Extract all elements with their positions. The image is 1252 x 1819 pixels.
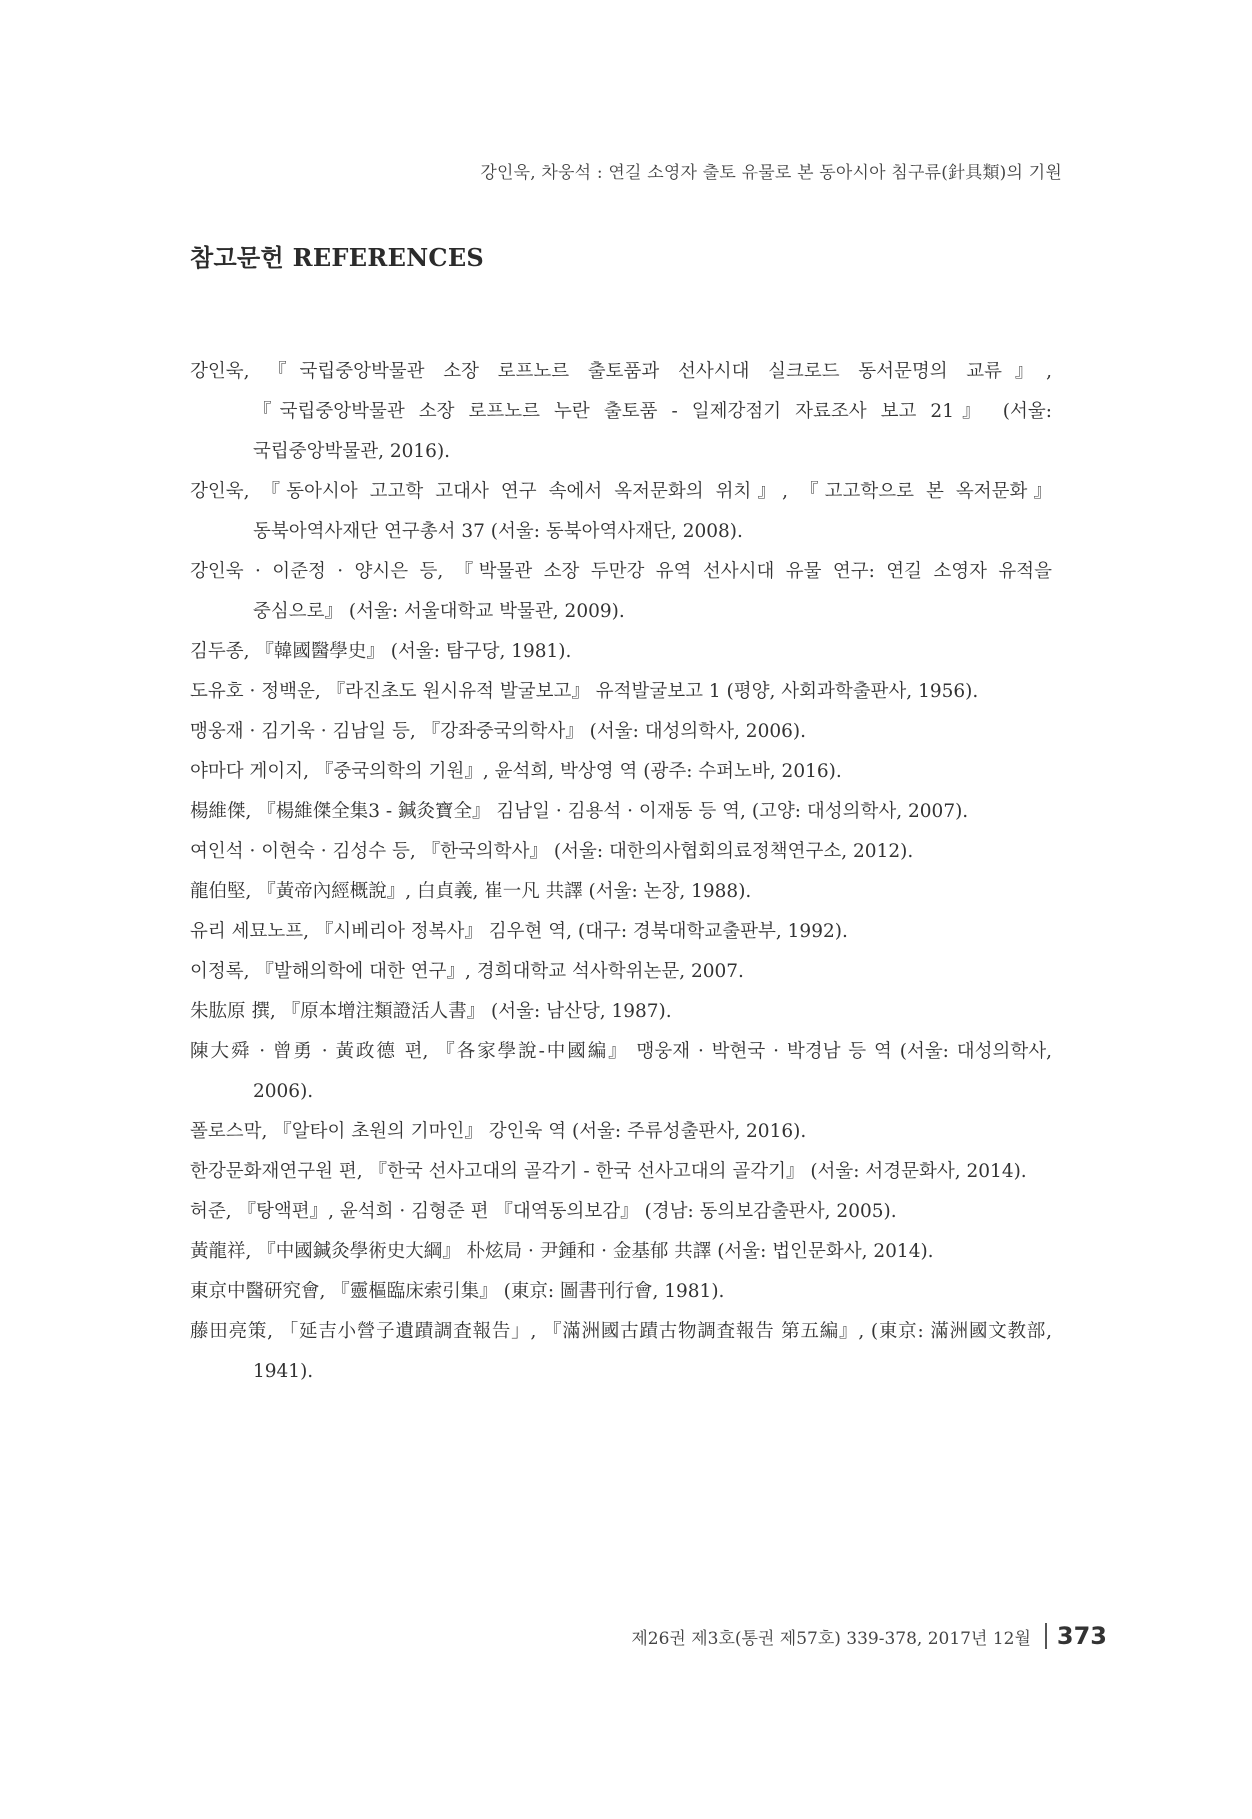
running-header: 강인욱, 차웅석 : 연길 소영자 출토 유물로 본 동아시아 침구류(針具類)의 기원 [480, 163, 1062, 183]
section-title: 참고문헌 REFERENCES [190, 243, 485, 272]
reference-entry: 강인욱, 『국립중앙박물관 소장 로프노르 출토품과 선사시대 실크로드 동서문명의 교류』, 『국립중앙박물관 소장 로프노르 누란 출토품 - 일제강점기 자료조사 보고 21』 (서울: 국립중앙박물관, 2016). [190, 361, 1052, 462]
reference-entry: 맹웅재 · 김기욱 · 김남일 등, 『강좌중국의학사』 (서울: 대성의학사, 2006). [190, 721, 806, 742]
reference-entry: 강인욱 · 이준정 · 양시은 등, 『박물관 소장 두만강 유역 선사시대 유물 연구: 연길 소영자 유적을 중심으로』 (서울: 서울대학교 박물관, 2009). [190, 561, 1052, 622]
reference-list [190, 352, 1052, 1392]
reference-entry: 朱肱原 撰, 『原本增注類證活人書』 (서울: 남산당, 1987). [190, 1001, 672, 1022]
reference-entry: 여인석 · 이현숙 · 김성수 등, 『한국의학사』 (서울: 대한의사협회의료정책연구소, 2012). [190, 841, 914, 862]
reference-entry: 東京中醫研究會, 『靈樞臨床索引集』 (東京: 圖書刊行會, 1981). [190, 1281, 725, 1302]
reference-entry: 龍伯堅, 『黃帝內經概說』, 白貞義, 崔一凡 共譯 (서울: 논장, 1988). [190, 881, 752, 902]
reference-entry: 강인욱, 『동아시아 고고학 고대사 연구 속에서 옥저문화의 위치』, 『고고학으로 본 옥저문화』 동북아역사재단 연구총서 37 (서울: 동북아역사재단, 2008). [190, 481, 1052, 542]
reference-entry: 陳大舜 · 曾勇 · 黃政德 편, 『各家學說-中國編』 맹웅재 · 박현국 · 박경남 등 역 (서울: 대성의학사, 2006). [190, 1041, 1052, 1102]
reference-entry: 폴로스막, 『알타이 초원의 기마인』 강인욱 역 (서울: 주류성출판사, 2016). [190, 1121, 807, 1142]
reference-entry: 楊維傑, 『楊維傑全集3 - 鍼灸寶全』 김남일 · 김용석 · 이재동 등 역, (고양: 대성의학사, 2007). [190, 801, 969, 822]
reference-entry: 한강문화재연구원 편, 『한국 선사고대의 골각기 - 한국 선사고대의 골각기』 (서울: 서경문화사, 2014). [190, 1161, 1027, 1182]
reference-entry: 도유호 · 정백운, 『라진초도 원시유적 발굴보고』 유적발굴보고 1 (평양, 사회과학출판사, 1956). [190, 681, 979, 702]
reference-entry: 유리 세묘노프, 『시베리아 정복사』 김우현 역, (대구: 경북대학교출판부, 1992). [190, 921, 848, 942]
reference-entry: 허준, 『탕액편』, 윤석희 · 김형준 편 『대역동의보감』 (경남: 동의보감출판사, 2005). [190, 1201, 897, 1222]
footer-citation: 제26권 제3호(통권 제57호) 339-378, 2017년 12월 [631, 1628, 1031, 1649]
footer-divider [1045, 1623, 1047, 1649]
reference-entry: 야마다 게이지, 『중국의학의 기원』, 윤석희, 박상영 역 (광주: 수퍼노바, 2016). [190, 761, 842, 782]
reference-entry: 김두종, 『韓國醫學史』 (서울: 탐구당, 1981). [190, 641, 572, 662]
reference-entry: 이정록, 『발해의학에 대한 연구』, 경희대학교 석사학위논문, 2007. [190, 961, 744, 982]
page-number: 373 [1056, 1622, 1107, 1650]
reference-entry: 藤田亮策, 「延吉小營子遺蹟調査報告」, 『滿洲國古蹟古物調査報告 第五編』, (東京: 滿洲國文教部, 1941). [190, 1321, 1052, 1382]
reference-entry: 黃龍祥, 『中國鍼灸學術史大綱』 朴炫局 · 尹鍾和 · 金基郁 共譯 (서울: 법인문화사, 2014). [190, 1241, 934, 1262]
page-footer [631, 1622, 1107, 1650]
